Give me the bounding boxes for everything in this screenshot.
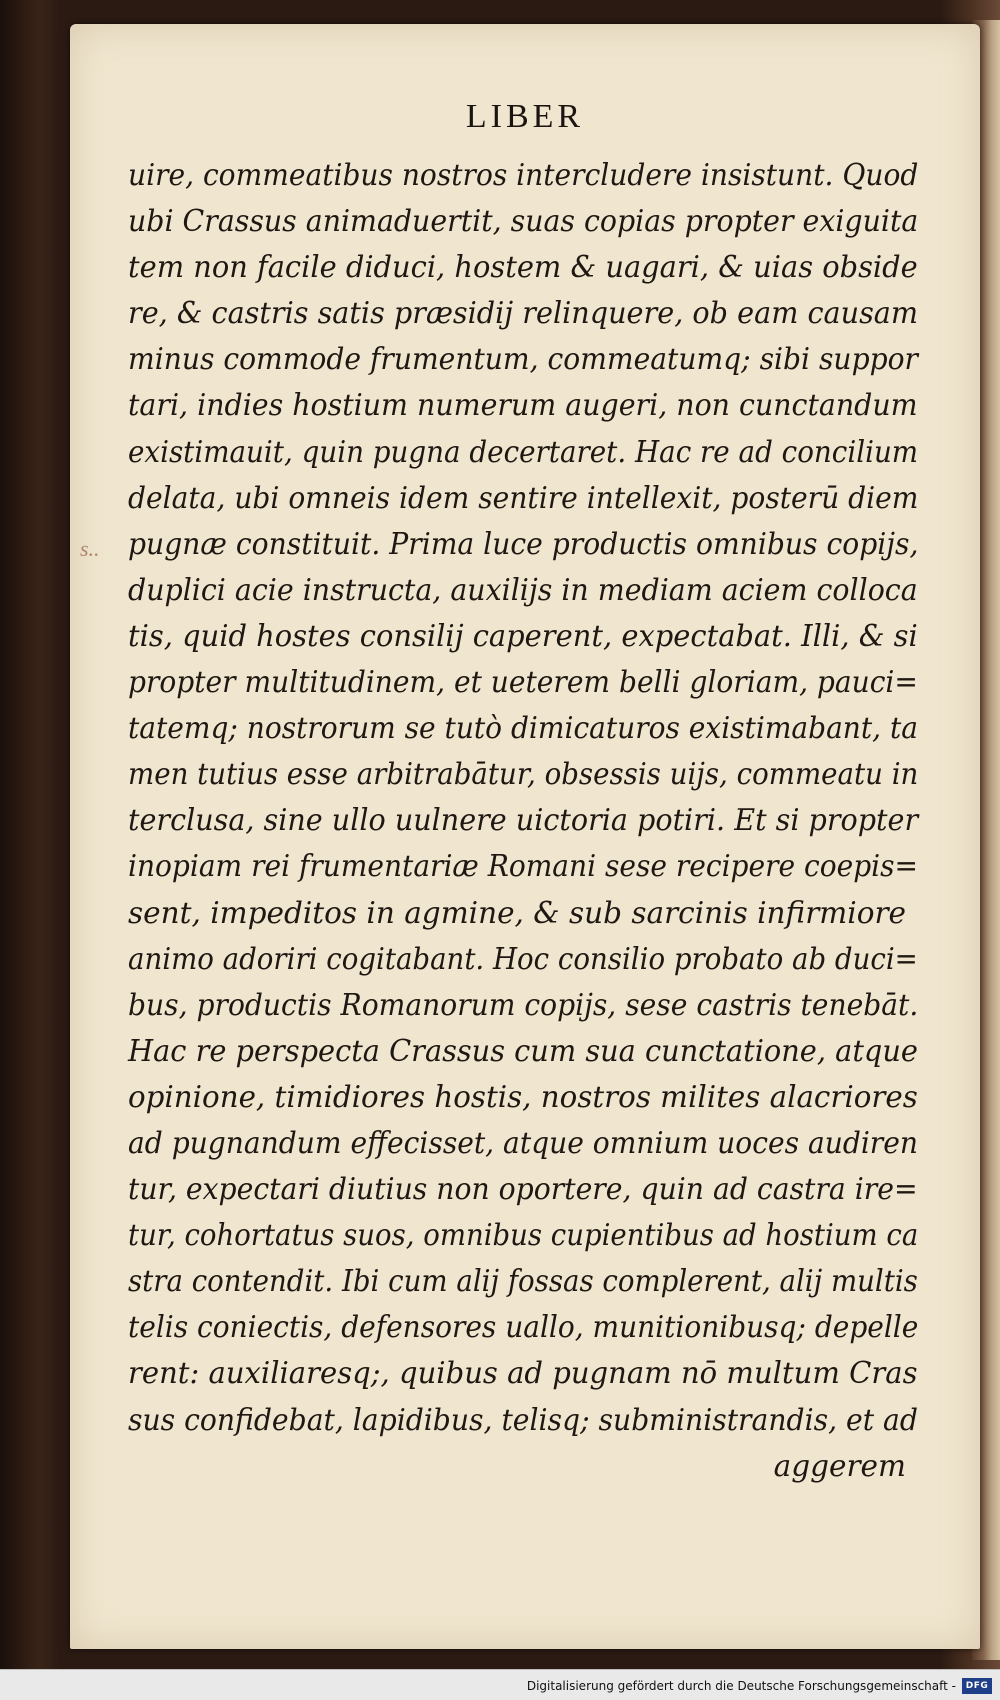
text-line: tis, quid hostes consilij caperent, expectabat. Illi, & si xyxy=(128,618,918,653)
marginal-annotation: s.. xyxy=(80,536,100,561)
running-head: LIBER xyxy=(465,98,585,135)
book-page xyxy=(70,24,980,1649)
text-line: uire, commeatibus nostros intercludere insistunt. Quod xyxy=(128,158,919,192)
text-line: tem non facile diduci, hostem & uagari, & uias obside xyxy=(128,250,918,285)
text-line: bus, productis Romanorum copijs, sese castris tenebāt. xyxy=(128,987,919,1022)
text-line: tur, cohortatus suos, omnibus cupientibus ad hostium ca xyxy=(128,1218,919,1253)
text-line: sent, impeditos in agmine, & sub sarcinis infirmiore xyxy=(128,895,907,930)
text-line: delata, ubi omneis idem sentire intellexit, posterū diem xyxy=(128,480,919,515)
text-line: propter multitudinem, et ueterem belli gloriam, pauci= xyxy=(128,665,918,700)
funding-credit: Digitalisierung gefördert durch die Deutsche Forschungsgemeinschaft - xyxy=(526,1679,956,1693)
text-line: Hac re perspecta Crassus cum sua cunctatione, atque xyxy=(128,1033,918,1068)
text-line: minus commode frumentum, commeatumq; sibi suppor xyxy=(128,342,919,377)
text-line: sus confidebat, lapidibus, telisq; subministrandis, et ad xyxy=(128,1402,918,1437)
text-line: stra contendit. Ibi cum alij fossas complerent, alij multis xyxy=(128,1264,918,1299)
text-line: rent: auxiliaresq;, quibus ad pugnam nō multum Cras xyxy=(128,1356,918,1391)
text-line: ad pugnandum effecisset, atque omnium uoces audiren xyxy=(128,1125,918,1160)
text-line: inopiam rei frumentariæ Romani sese recipere coepis= xyxy=(128,849,919,884)
text-line: men tutius esse arbitrabātur, obsessis uijs, commeatu in xyxy=(128,757,919,792)
text-line: existimauit, quin pugna decertaret. Hac re ad concilium xyxy=(128,434,919,469)
catchword: aggerem xyxy=(773,1448,906,1483)
text-line: tari, indies hostium numerum augeri, non cunctandum xyxy=(128,388,918,423)
text-line: duplici acie instructa, auxilijs in mediam aciem colloca xyxy=(128,572,918,607)
text-line: tatemq; nostrorum se tutò dimicaturos existimabant, ta xyxy=(128,711,918,746)
text-line: ubi Crassus animaduertit, suas copias propter exiguita xyxy=(128,204,919,239)
text-line: pugnæ constituit. Prima luce productis omnibus copijs, xyxy=(128,526,919,561)
text-line: terclusa, sine ullo uulnere uictoria potiri. Et si propter xyxy=(128,803,919,838)
digitization-footer xyxy=(0,1669,1000,1700)
text-line: telis coniectis, defensores uallo, munitionibusq; depelle xyxy=(128,1310,919,1345)
dfg-logo-icon: DFG xyxy=(962,1678,992,1694)
text-line: re, & castris satis præsidij relinquere, ob eam causam xyxy=(128,296,919,331)
body-text xyxy=(128,152,918,1489)
text-line: tur, expectari diutius non oportere, quin ad castra ire= xyxy=(128,1172,918,1207)
text-line: animo adoriri cogitabant. Hoc consilio probato ab duci= xyxy=(128,941,918,976)
text-line: opinione, timidiores hostis, nostros milites alacriores xyxy=(128,1079,918,1114)
